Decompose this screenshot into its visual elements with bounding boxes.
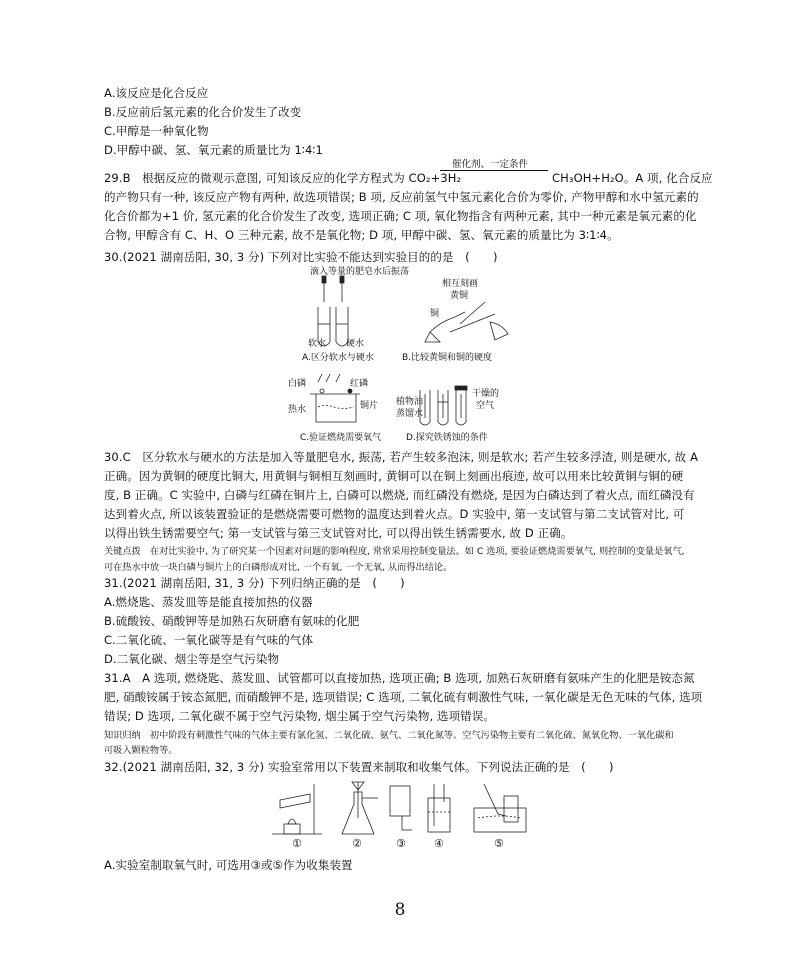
apparatus-label-2: ② xyxy=(352,837,362,850)
q30-answer-line: 正确。因为黄铜的硬度比铜大, 用黄铜与铜相互刻画时, 黄铜可以在铜上刻画出痕迹, 故可以用来比较黄铜与铜的硬 xyxy=(104,469,684,483)
q31-answer-line: 错误; D 选项, 二氧化碳不属于空气污染物, 烟尘属于空气污染物, 选项错误。 xyxy=(104,709,495,723)
q29-answer-line: 化合价都为+1 价, 氢元素的化合价发生了改变, 选项正确; C 项, 氧化物指含有两种元素, 其中一种元素是氧元素的化 xyxy=(104,209,697,223)
apparatus-label-1: ① xyxy=(292,837,302,850)
q31-option-b: B.硫酸铵、硝酸钾等是加熟石灰研磨有氨味的化肥 xyxy=(104,614,360,628)
figure-b-apparatus xyxy=(425,302,508,342)
figure-c-white-phosphorus-label: 白磷 xyxy=(288,379,307,389)
q31-tip-line: 可吸入颗粒物等。 xyxy=(104,745,178,756)
q32-option-a: A.实验室制取氧气时, 可选用③或⑤作为收集装置 xyxy=(104,858,353,872)
figure-b-top-label-1: 相互刻画 xyxy=(442,279,479,289)
q31-answer-line: 肥, 硝酸铵属于铵态氮肥, 而硝酸钾不是, 选项错误; C 选项, 二氧化硫有刺激性气味, 一氧化碳是无色无味的气体, 选项 xyxy=(104,690,703,704)
figure-d-caption: D.探究铁锈蚀的条件 xyxy=(406,433,488,443)
figure-a-top-label: 滴入等量的肥皂水后振荡 xyxy=(310,267,410,277)
q29-equation-arrow xyxy=(440,170,548,171)
figure-c-copper-plate-label: 铜片 xyxy=(360,401,379,411)
figure-c-hot-water-label: 热水 xyxy=(288,405,307,415)
apparatus-label-3: ③ xyxy=(396,837,406,850)
q30-answer-line: 达到着火点, 所以该装置验证的是燃烧需要可燃物的温度达到着火点。D 实验中, 第一支试管与第二支试管对比, 可 xyxy=(104,507,685,521)
page-number: 8 xyxy=(394,900,406,920)
q30-answer-line: 以得出铁生锈需要空气; 第一支试管与第三支试管对比, 可以得出铁生锈需要水, 故 D 正确。 xyxy=(104,526,573,540)
figure-b-top-label-2: 黄铜 xyxy=(450,291,469,301)
figure-d-oil-label: 植物油 xyxy=(396,397,424,407)
figure-c-caption: C.验证燃烧需要氧气 xyxy=(300,433,382,443)
q28-option-d: D.甲醇中碳、氢、氧元素的质量比为 1∶4∶1 xyxy=(104,143,323,157)
q32-stem: 32.(2021 湖南岳阳, 32, 3 分) 实验室常用以下装置来制取和收集气体。下列说法正确的是 ( ) xyxy=(104,760,614,774)
q29-answer-line: 的产物只有一种, 该反应产物有两种, 故选项错误; B 项, 反应前氢气中氢元素化合价为零价, 产物甲醇和水中氢元素的 xyxy=(104,190,699,204)
figure-a-soft-label: 软水 xyxy=(308,339,327,349)
q31-option-a: A.燃烧匙、蒸发皿等是能直接加热的仪器 xyxy=(104,595,313,609)
figure-d-apparatus xyxy=(420,386,467,425)
q31-stem: 31.(2021 湖南岳阳, 31, 3 分) 下列归纳正确的是 ( ) xyxy=(104,576,405,590)
q31-answer-line: 31.A A 选项, 燃烧匙、蒸发皿、试管都可以直接加热, 选项正确; B 选项, 加熟石灰研磨有氨味产生的化肥是铵态氮 xyxy=(104,671,695,685)
figure-a-caption: A.区分软水与硬水 xyxy=(302,353,374,363)
q31-option-d: D.二氧化碳、烟尘等是空气污染物 xyxy=(104,652,280,666)
q30-answer-line: 30.C 区分软水与硬水的方法是加入等量肥皂水, 振荡, 若产生较多泡沫, 则是软水; 若产生较多浮渣, 则是硬水, 故 A xyxy=(104,450,699,464)
q32-apparatus-drawing xyxy=(262,778,562,850)
q31-option-c: C.二氧化硫、一氧化碳等是有气味的气体 xyxy=(104,633,314,647)
figure-b-caption: B.比较黄铜和铜的硬度 xyxy=(402,353,493,363)
q30-tip-line: 关键点拨 在对比实验中, 为了研究某一个因素对问题的影响程度, 常常采用控制变量法。如 C 选项, 要验证燃烧需要氧气, 则控制的变量是氧气, xyxy=(104,546,685,557)
figure-d-air-label: 空气 xyxy=(476,401,495,411)
q29-answer-line: 合物, 甲醇含有 C、H、O 三种元素, 故不是氧化物; D 项, 甲醇中碳、氢、氧元素的质量比为 3∶1∶4。 xyxy=(104,228,619,242)
apparatus-label-4: ④ xyxy=(434,837,444,850)
q30-answer-line: 度, B 正确。C 实验中, 白磷与红磷在铜片上, 白磷可以燃烧, 而红磷没有燃烧, 是因为白磷达到了着火点, 而红磷没有 xyxy=(104,488,695,502)
q30-figure xyxy=(280,262,540,450)
q32-apparatus-figure xyxy=(262,778,562,850)
figure-a-hard-label: 硬水 xyxy=(346,339,365,349)
figure-c-red-phosphorus-label: 红磷 xyxy=(350,379,369,389)
q28-option-a: A.该反应是化合反应 xyxy=(104,86,209,100)
figure-b-copper-label: 铜 xyxy=(430,309,440,319)
q30-stem: 30.(2021 湖南岳阳, 30, 3 分) 下列对比实验不能达到实验目的的是 ( ) xyxy=(104,250,498,264)
q29-answer-part1: 29.B 根据反应的微观示意图, 可知该反应的化学方程式为 CO₂+3H₂ xyxy=(104,171,462,185)
q30-tip-line: 可在热水中放一块白磷与铜片上的白磷形成对比, 一个有氧, 一个无氧, 从而得出结论。 xyxy=(104,562,453,573)
q28-option-c: C.甲醇是一种氧化物 xyxy=(104,124,209,138)
q29-catalyst-condition: 催化剂、一定条件 xyxy=(452,159,529,170)
figure-a-apparatus xyxy=(318,276,348,346)
q29-answer-part2: CH₃OH+H₂O。A 项, 化合反应 xyxy=(552,171,713,185)
figure-d-water-label: 蒸馏水 xyxy=(396,409,424,419)
figure-d-dry-label: 干燥的 xyxy=(472,389,500,399)
apparatus-label-5: ⑤ xyxy=(494,837,504,850)
q28-option-b: B.反应前后氢元素的化合价发生了改变 xyxy=(104,105,302,119)
q31-tip-line: 知识归纳 初中阶段有刺激性气味的气体主要有氯化氢、二氧化硫、氨气、二氧化氮等。空气污染物主要有二氧化硫、氮氧化物、一氧化碳和 xyxy=(104,730,674,741)
